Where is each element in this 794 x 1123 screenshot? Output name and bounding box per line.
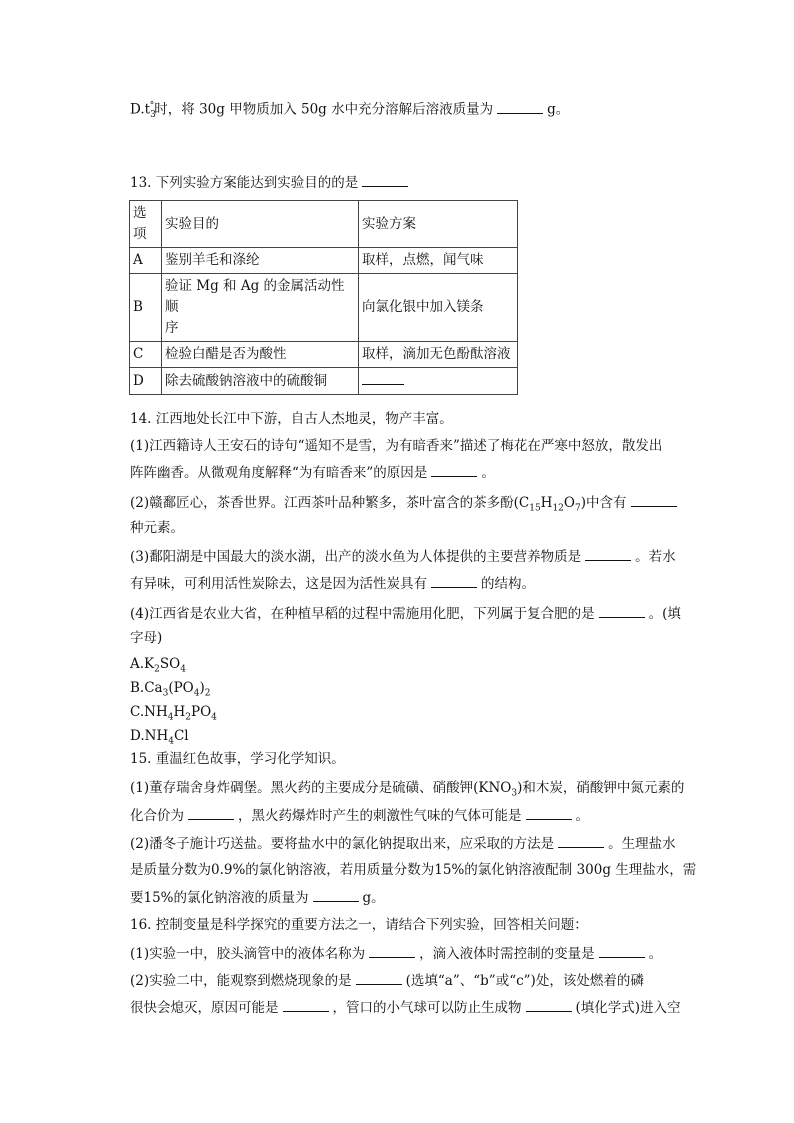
q14-p2-line1 (130, 492, 700, 513)
answer-blank[interactable] (362, 370, 404, 385)
sub: 12 (552, 503, 564, 514)
row-goal-line1: 验证 Mg 和 Ag 的金属活动性顺 (165, 278, 345, 315)
q15-p2-line2: 是质量分数为0.9%的氯化钠溶液，若用质量分数为15%的氯化钠溶液配制 300g 生理盐水，需 (130, 862, 697, 878)
row-plan: 取样，滴加无色酚酞溶液 (359, 342, 518, 368)
answer-blank[interactable] (283, 997, 329, 1012)
text: 要15%的氯化钠溶液的质量为 (130, 890, 309, 906)
row-goal: 检验白醋是否为酸性 (162, 342, 359, 368)
answer-blank[interactable] (313, 887, 359, 902)
q12d-suffix: g。 (547, 101, 570, 118)
answer-blank[interactable] (585, 546, 631, 561)
text: 有异味，可利用活性炭除去，这是因为活性炭具有 (130, 576, 427, 592)
sub: 4 (193, 688, 200, 699)
text: (填化学式)进入空 (575, 1000, 681, 1016)
text: Cl (173, 728, 189, 744)
sub: 7 (574, 503, 581, 514)
answer-blank[interactable] (356, 970, 402, 985)
table-header-row (130, 201, 518, 248)
text: g。 (362, 890, 385, 906)
q15-p1-line1 (130, 778, 700, 798)
answer-blank[interactable] (362, 172, 408, 187)
q14-p3-line2 (130, 573, 700, 594)
q14-p1-line1: (1)江西籍诗人王安石的诗句“遥知不是雪，为有暗香来”描述了梅花在严寒中怒放，散发出 (130, 438, 663, 454)
text: A.K (130, 656, 155, 672)
header-plan: 实验方案 (359, 201, 518, 248)
text: B.Ca (130, 680, 163, 696)
sub: 4 (211, 712, 217, 723)
text: ，管口的小气球可以防止生成物 (332, 1000, 522, 1016)
header-goal: 实验目的 (162, 201, 359, 248)
sub: 4 (168, 736, 174, 747)
q15-p2-line1 (130, 833, 700, 854)
q14-p2-line2: 种元素。 (130, 520, 184, 536)
text: )和木炭，硝酸钾中氮元素的 (517, 780, 685, 796)
text: 。 (648, 946, 663, 962)
table-row (130, 248, 518, 274)
answer-blank[interactable] (188, 805, 234, 820)
q14-option-c (130, 702, 700, 722)
text: (2)实验二中，能观察到燃烧现象的是 (130, 973, 352, 989)
text: 。(填 (648, 606, 681, 622)
text: PO (190, 704, 212, 720)
q14-p3-line1 (130, 546, 700, 567)
row-goal: 除去硫酸钠溶液中的硫酸铜 (162, 368, 359, 395)
text: 很快会熄灭，原因可能是 (130, 1000, 279, 1016)
answer-blank[interactable] (631, 492, 677, 507)
text: D.NH (130, 728, 169, 744)
row-option: D (130, 368, 162, 395)
row-goal: 鉴别羊毛和涤纶 (162, 248, 359, 274)
text: (1)实验一中，胶头滴管中的液体名称为 (130, 946, 366, 962)
row-plan (359, 368, 518, 395)
q14-option-b (130, 678, 700, 698)
answer-blank[interactable] (431, 573, 477, 588)
text: ，黑火药爆炸时产生的刺激性气味的气体可能是 (238, 808, 522, 824)
q16-p2-line1 (130, 970, 700, 991)
q12d-mark: ° (149, 101, 155, 111)
table-row (130, 368, 518, 395)
answer-blank[interactable] (526, 805, 572, 820)
q16-p1 (130, 943, 700, 964)
text: 。若水 (635, 549, 676, 565)
q15-stem: 15. 重温红色故事，学习化学知识。 (130, 751, 345, 767)
text: 。生理盐水 (608, 836, 676, 852)
text: (4)江西省是农业大省，在种植早稻的过程中需施用化肥，下列属于复合肥的是 (130, 606, 595, 622)
q16-p2-line2 (130, 997, 700, 1018)
row-plan: 取样，点燃，闻气味 (359, 248, 518, 274)
text: (2)潘冬子施计巧送盐。要将盐水中的氯化钠提取出来，应采取的方法是 (130, 836, 555, 852)
sub: 3 (162, 688, 169, 699)
text: 。 (575, 808, 589, 824)
sub: 4 (167, 712, 174, 723)
text: (2)赣鄱匠心，茶香世界。江西茶叶品种繁多，茶叶富含的茶多酚(C (130, 495, 530, 511)
q12-option-d (130, 96, 700, 120)
row-option: B (130, 274, 162, 342)
q15-p1-line2 (130, 805, 700, 826)
sub: 2 (154, 664, 160, 675)
answer-blank[interactable] (497, 99, 543, 114)
text: (3)鄱阳湖是中国最大的淡水湖，出产的淡水鱼为人体提供的主要营养物质是 (130, 549, 582, 565)
q13-options-table (129, 200, 518, 395)
row-goal-line2: 序 (165, 320, 179, 336)
sub: 2 (185, 712, 191, 723)
row-goal (162, 274, 359, 342)
q13-stem (130, 172, 700, 193)
q16-stem: 16. 控制变量是科学探究的重要方法之一，请结合下列实验，回答相关问题： (130, 917, 588, 933)
text: 化合价为 (130, 808, 184, 824)
text: SO (159, 656, 181, 672)
q12d-sub: 3 (150, 110, 156, 121)
q14-p1-line2 (130, 462, 700, 483)
answer-blank[interactable] (599, 603, 645, 618)
text: ) (199, 680, 205, 696)
sub: 2 (204, 688, 211, 699)
row-plan: 向氯化银中加入镁条 (359, 274, 518, 342)
answer-blank[interactable] (558, 833, 604, 848)
text: H (173, 704, 186, 720)
text: 阵阵幽香。从微观角度解释“为有暗香来”的原因是 (130, 465, 428, 481)
text: (PO (168, 680, 194, 696)
text: 。 (481, 465, 495, 481)
text: O (563, 495, 575, 511)
q14-stem: 14. 江西地处长江中下游，自古人杰地灵，物产丰富。 (130, 411, 453, 427)
row-option: C (130, 342, 162, 368)
answer-blank[interactable] (369, 943, 415, 958)
q12d-prefix: D.t (130, 101, 151, 118)
table-row (130, 342, 518, 368)
q15-p2-line3 (130, 887, 700, 908)
q14-p4-line2: 字母) (130, 630, 163, 646)
q12d-text: 时，将 30g 甲物质加入 50g 水中充分溶解后溶液质量为 (154, 101, 494, 118)
sub: 3 (511, 788, 518, 799)
answer-blank[interactable] (431, 462, 477, 477)
text: C.NH (130, 704, 168, 720)
text: )中含有 (580, 495, 627, 511)
text: (1)董存瑞舍身炸碉堡。黑火药的主要成分是硫磺、硝酸钾(KNO (130, 780, 512, 796)
q13-stem-text: 13. 下列实验方案能达到实验目的的是 (130, 175, 359, 191)
table-row (130, 274, 518, 342)
answer-blank[interactable] (526, 997, 572, 1012)
sub: 4 (180, 664, 186, 675)
row-option: A (130, 248, 162, 274)
text: (选填“a”、“b”或“c”)处，该处燃着的磷 (405, 973, 644, 989)
sub: 15 (529, 503, 541, 514)
q14-option-a (130, 654, 700, 674)
q14-p4-line1 (130, 603, 700, 624)
text: H (540, 495, 553, 511)
header-option: 选项 (130, 201, 162, 248)
q14-option-d (130, 726, 700, 746)
text: 的结构。 (481, 576, 535, 592)
answer-blank[interactable] (599, 943, 645, 958)
text: ，滴入液体时需控制的变量是 (419, 946, 595, 962)
